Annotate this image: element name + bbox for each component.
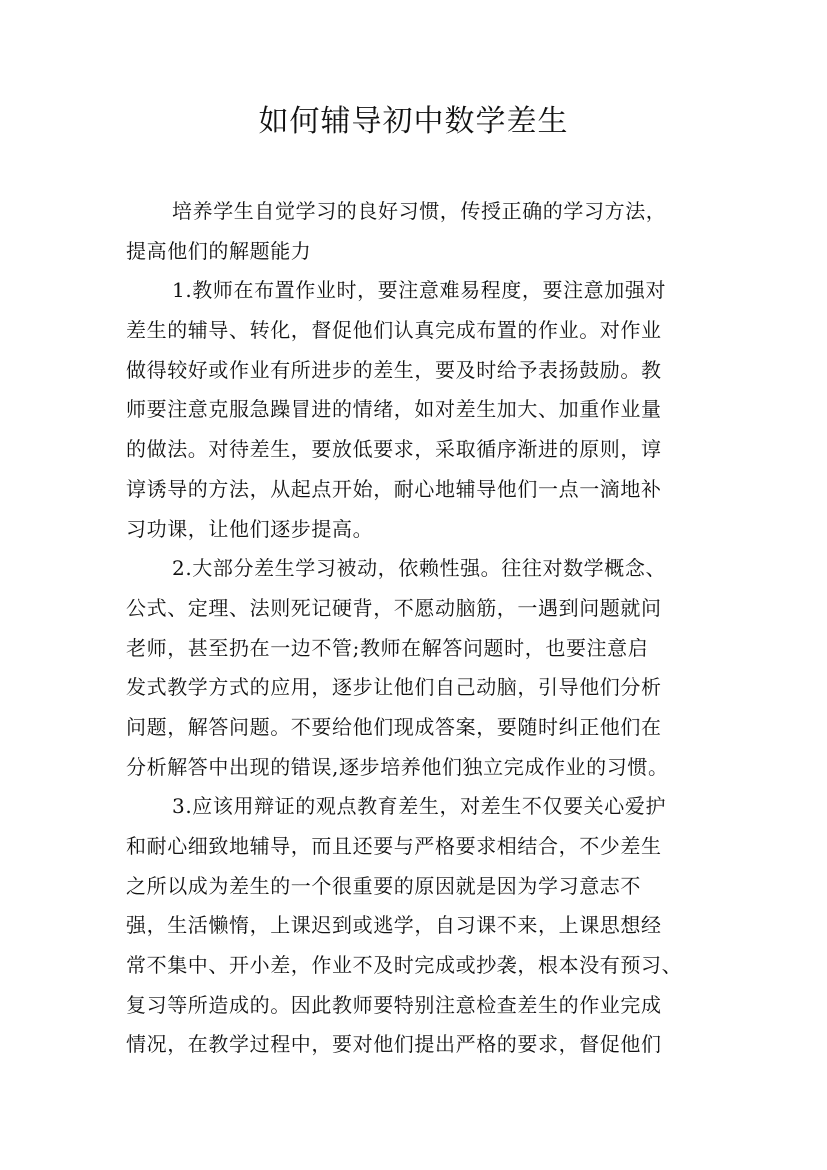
paragraph-line: 和耐心细致地辅导，而且还要与严格要求相结合，不少差生 [126, 834, 662, 858]
paragraph-line: 1.教师在布置作业时，要注意难易程度，要注意加强对 [172, 278, 667, 303]
paragraph-line: 情况，在教学过程中，要对他们提出严格的要求，督促他们 [126, 1032, 662, 1057]
paragraph-line: 师要注意克服急躁冒进的情绪，如对差生加大、加重作业量 [126, 397, 662, 422]
paragraph-line: 发式教学方式的应用，逐步让他们自己动脑，引导他们分析 [126, 675, 662, 700]
paragraph-line: 常不集中、开小差，作业不及时完成或抄袭，根本没有预习、 [126, 953, 683, 978]
paragraph-line: 做得较好或作业有所进步的差生，要及时给予表扬鼓励。教 [126, 357, 662, 382]
paragraph-line: 问题，解答问题。不要给他们现成答案，要随时纠正他们在 [126, 714, 662, 739]
paragraph-line: 3.应该用辩证的观点教育差生，对差生不仅要关心爱护 [172, 794, 667, 819]
paragraph-line: 差生的辅导、转化，督促他们认真完成布置的作业。对作业 [126, 318, 662, 343]
paragraph-line: 老师，甚至扔在一边不管;教师在解答问题时，也要注意启 [126, 635, 649, 660]
paragraph-line: 之所以成为差生的一个很重要的原因就是因为学习意志不 [126, 873, 641, 898]
paragraph-line: 提高他们的解题能力 [126, 238, 312, 263]
paragraph-line: 谆诱导的方法，从起点开始，耐心地辅导他们一点一滴地补 [126, 476, 662, 501]
paragraph-line: 分析解答中出现的错误,逐步培养他们独立完成作业的习惯。 [126, 754, 669, 779]
document-body [126, 192, 714, 1065]
paragraph-line: 2.大部分差生学习被动，依赖性强。往往对数学概念、 [172, 556, 667, 581]
document-title: 如何辅导初中数学差生 [258, 104, 569, 139]
paragraph-line: 强，生活懒惰，上课迟到或逃学，自习课不来，上课思想经 [126, 913, 662, 938]
paragraph-line: 的做法。对待差生，要放低要求，采取循序渐进的原则，谆 [126, 437, 662, 462]
paragraph-line: 复习等所造成的。因此教师要特别注意检查差生的作业完成 [126, 992, 662, 1017]
paragraph-line: 习功课，让他们逐步提高。 [126, 516, 374, 541]
paragraph-line: 培养学生自觉学习的良好习惯，传授正确的学习方法， [172, 199, 667, 223]
paragraph-line: 公式、定理、法则死记硬背，不愿动脑筋，一遇到问题就问 [126, 595, 662, 620]
